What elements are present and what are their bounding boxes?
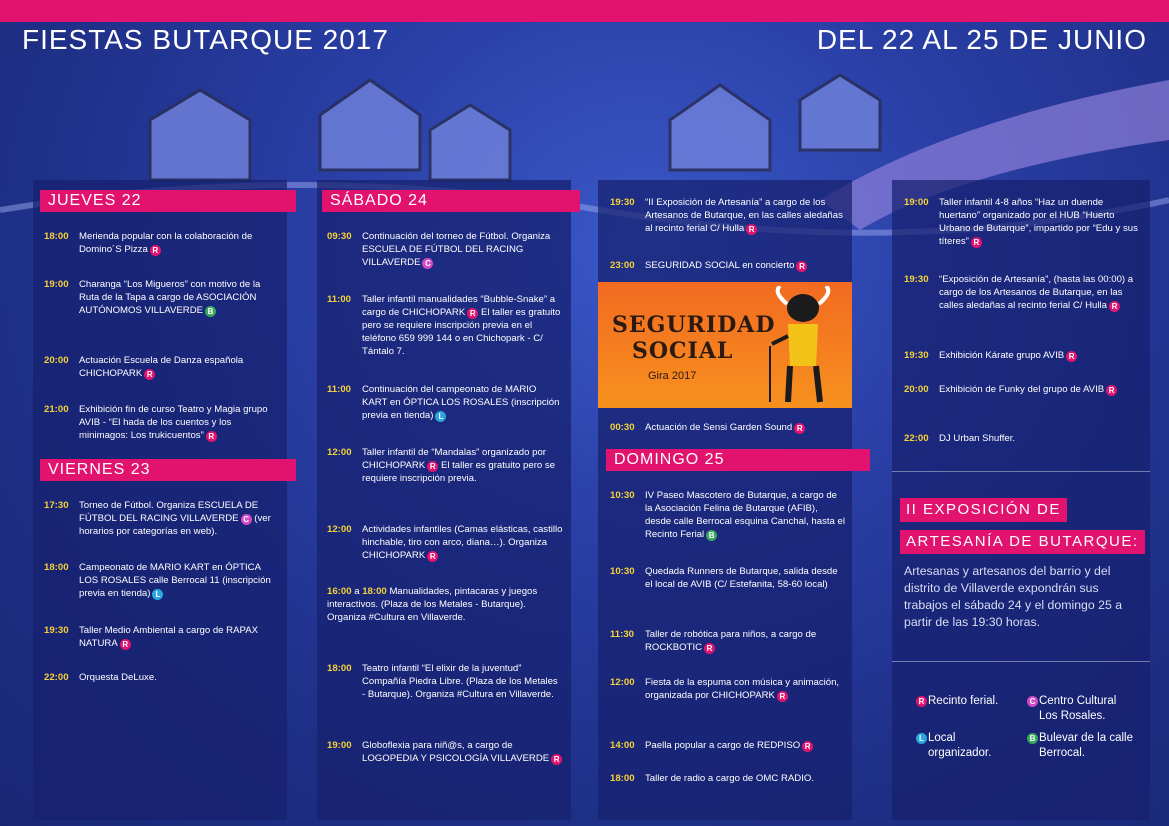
- event-text: Taller Medio Ambiental a cargo de RAPAX NATURA: [79, 625, 258, 649]
- event-time: 19:00: [327, 740, 352, 751]
- venue-badge-r: R: [551, 754, 562, 765]
- event-text: Charanga “Los Migueros” con motivo de la Ruta de la Tapa a cargo de ASOCIACIÓN AUTÓNOMOS VILLAVERDE: [79, 279, 261, 316]
- event-time: 22:00: [904, 433, 929, 444]
- event-item: [610, 565, 846, 591]
- event-time: 18:00: [327, 663, 352, 674]
- event-time: 09:30: [327, 231, 352, 242]
- legend-item-centro-cultural: [1025, 694, 1130, 724]
- event-time: 18:00: [44, 562, 69, 573]
- event-text: SEGURIDAD SOCIAL en concierto: [645, 260, 795, 271]
- event-time: 19:30: [610, 197, 635, 208]
- event-time: 11:00: [327, 294, 352, 305]
- event-text: Taller infantil de “Mandalas” organizado por CHICHOPARK: [362, 447, 546, 471]
- event-item: [44, 278, 280, 317]
- event-item: [904, 349, 1144, 362]
- event-text: “Exposición de Artesanía”, (hasta las 00:00) a cargo de los Artesanos de Butarque, en las calles aledañas al recinto ferial C/ Hulla: [939, 274, 1134, 311]
- day-heading-sabado: SÁBADO 24: [322, 190, 580, 212]
- column-saturday: [317, 180, 571, 820]
- event-item: [327, 230, 563, 269]
- poster-subtitle: Gira 2017: [648, 370, 697, 382]
- venue-badge-r: R: [916, 696, 927, 707]
- venue-badge-r: R: [1066, 351, 1077, 362]
- event-item: [44, 561, 280, 600]
- event-time: 16:00: [327, 586, 352, 597]
- event-time: 19:30: [904, 274, 929, 285]
- event-item: [327, 523, 563, 562]
- event-time: 19:00: [904, 197, 929, 208]
- event-time: 19:30: [44, 625, 69, 636]
- venue-badge-l: L: [152, 589, 163, 600]
- venue-badge-l: L: [435, 411, 446, 422]
- venue-badge-r: R: [120, 639, 131, 650]
- event-note: El taller es gratuito pero se requiere inscripción previa.: [362, 460, 556, 484]
- event-item: [610, 421, 846, 434]
- date-range: DEL 22 AL 25 DE JUNIO: [816, 24, 1147, 55]
- event-item: [44, 671, 280, 684]
- top-accent-bar: [0, 0, 1169, 22]
- event-time: 21:00: [44, 404, 69, 415]
- day-heading-jueves: JUEVES 22: [40, 190, 296, 212]
- venue-badge-r: R: [704, 643, 715, 654]
- event-time: 00:30: [610, 422, 635, 433]
- event-item: [44, 624, 280, 650]
- event-time: 19:30: [904, 350, 929, 361]
- legend-label: Recinto ferial.: [928, 695, 999, 707]
- event-time: 14:00: [610, 740, 635, 751]
- event-note: El taller es gratuito pero se requiere inscripción previa en el teléfono 659 999 144 o en Chichopark - C/ Tántalo 7.: [362, 307, 561, 357]
- venue-badge-c: C: [422, 258, 433, 269]
- event-text: Exhibición fin de curso Teatro y Magia grupo AVIB - “El hada de los cuentos y los minimagos: Los trukicuentos”: [79, 404, 268, 441]
- event-time-end: 18:00: [362, 586, 387, 597]
- venue-badge-r: R: [1109, 301, 1120, 312]
- expo-title-line1: II EXPOSICIÓN DE: [900, 498, 1067, 522]
- legend-label: Centro Cultural Los Rosales.: [1039, 695, 1117, 722]
- event-time: 22:00: [44, 672, 69, 683]
- event-item: [327, 446, 563, 485]
- venue-badge-l: L: [916, 733, 927, 744]
- bull-figure-icon: [758, 286, 848, 404]
- legend-item-local: [914, 731, 1014, 761]
- event-text: Taller infantil 4-8 años “Haz un duende huertano” organizado por el HUB “Huerto Urbano de Butarque”, impartido por “Edu y sus títeres”: [939, 197, 1138, 247]
- event-text: Actuación Escuela de Danza española CHICHOPARK: [79, 355, 244, 379]
- legend-label: Local organizador.: [928, 732, 992, 759]
- event-text: Torneo de Fútbol. Organiza ESCUELA DE FÚTBOL DEL RACING VILLAVERDE: [79, 500, 259, 524]
- day-heading-viernes: VIERNES 23: [40, 459, 296, 481]
- event-time: 10:30: [610, 566, 635, 577]
- day-heading-domingo: DOMINGO 25: [606, 449, 870, 471]
- event-time: 18:00: [44, 231, 69, 242]
- event-item: [610, 259, 846, 272]
- page-title: FIESTAS BUTARQUE 2017: [22, 24, 389, 55]
- venue-badge-r: R: [206, 431, 217, 442]
- event-item: [44, 354, 280, 380]
- expo-description: Artesanas y artesanos del barrio y del distrito de Villaverde expondrán sus trabajos el sábado 24 y el domingo 25 a partir de las 19:30 horas.: [904, 564, 1123, 629]
- venue-badge-c: C: [241, 514, 252, 525]
- event-item: [327, 293, 563, 358]
- event-text: Actuación de Sensi Garden Sound: [645, 422, 793, 433]
- event-text: Fiesta de la espuma con música y animación, organizada por CHICHOPARK: [645, 677, 840, 701]
- event-item: [327, 739, 563, 765]
- venue-badge-r: R: [467, 308, 478, 319]
- event-time: 11:00: [327, 384, 352, 395]
- venue-badge-r: R: [746, 224, 757, 235]
- venue-badge-r: R: [427, 461, 438, 472]
- event-text: Teatro infantil “El elixir de la juventud” Compañía Piedra Libre. (Plaza de los Metales - Butarque). Organiza #Cultura en Villaverde.: [362, 663, 558, 700]
- venue-badge-r: R: [794, 423, 805, 434]
- venue-badge-b: B: [1027, 733, 1038, 744]
- event-text: Quedada Runners de Butarque, salida desde el local de AVIB (C/ Estefanita, 58-60 local): [645, 566, 838, 590]
- event-item: [610, 676, 846, 702]
- event-item: [904, 196, 1144, 248]
- event-text: Continuación del torneo de Fútbol. Organiza ESCUELA DE FÚTBOL DEL RACING VILLAVERDE: [362, 231, 551, 268]
- event-item: [904, 383, 1144, 396]
- event-item: 16:00 a 18:00 Manualidades, pintacaras y juegos interactivos. (Plaza de los Metales - Butarque). Organiza #Cultura en Villaverde.: [327, 586, 538, 623]
- event-item: [44, 403, 280, 442]
- event-text: Actividades infantiles (Camas elásticas, castillo hinchable, tiro con arco, diana…). Organiza CHICHOPARK: [362, 524, 563, 561]
- event-text: DJ Urban Shuffer.: [939, 433, 1016, 444]
- expo-title-line2: ARTESANÍA DE BUTARQUE:: [900, 530, 1145, 554]
- divider: [892, 661, 1150, 662]
- event-text: Exhibición Kárate grupo AVIB: [939, 350, 1065, 361]
- event-text: Campeonato de MARIO KART en ÓPTICA LOS ROSALES calle Berrocal 11 (inscripción previa en tienda): [79, 562, 271, 599]
- event-text: Paella popular a cargo de REDPISO: [645, 740, 801, 751]
- venue-badge-r: R: [971, 237, 982, 248]
- event-item: [327, 383, 563, 422]
- event-item: [610, 489, 846, 541]
- event-text: Orquesta DeLuxe.: [79, 672, 157, 683]
- event-item: [610, 628, 846, 654]
- event-item: [610, 196, 846, 235]
- venue-badge-b: B: [205, 306, 216, 317]
- event-time: 17:30: [44, 500, 69, 511]
- legend-item-bulevar: [1025, 731, 1135, 761]
- event-time: 11:30: [610, 629, 635, 640]
- legend-label: Bulevar de la calle Berrocal.: [1039, 732, 1133, 759]
- event-item: [327, 662, 563, 701]
- venue-badge-r: R: [144, 369, 155, 380]
- venue-badge-r: R: [427, 551, 438, 562]
- event-text: Merienda popular con la colaboración de Domino´S Pizza: [79, 231, 253, 255]
- event-time: 20:00: [904, 384, 929, 395]
- event-time: 10:30: [610, 490, 635, 501]
- event-item: [904, 273, 1144, 312]
- poster-title-line2: SOCIAL: [632, 338, 734, 364]
- event-item: [44, 499, 280, 538]
- venue-badge-c: C: [1027, 696, 1038, 707]
- event-time: 20:00: [44, 355, 69, 366]
- event-time: 12:00: [610, 677, 635, 688]
- event-time: 12:00: [327, 524, 352, 535]
- event-note: (ver horarios por categorías en web).: [79, 513, 271, 537]
- venue-badge-r: R: [150, 245, 161, 256]
- venue-badge-r: R: [796, 261, 807, 272]
- event-time: 19:00: [44, 279, 69, 290]
- event-text: Exhibición de Funky del grupo de AVIB: [939, 384, 1105, 395]
- event-item: [610, 739, 846, 752]
- event-time: 23:00: [610, 260, 635, 271]
- event-text: Globoflexia para niñ@s, a cargo de LOGOPEDIA Y PSICOLOGÍA VILLAVERDE: [362, 740, 550, 764]
- event-text: “II Exposición de Artesanía” a cargo de los Artesanos de Butarque, en las calles aledañas al recinto ferial C/ Hulla: [645, 197, 843, 234]
- event-text: Taller de radio a cargo de OMC RADIO.: [645, 773, 815, 784]
- event-text: IV Paseo Mascotero de Butarque, a cargo de la Asociación Felina de Butarque (AFIB), desde calle Berrocal esquina Canchal, hasta el Recinto Ferial: [645, 490, 845, 540]
- event-text: Manualidades, pintacaras y juegos interactivos. (Plaza de los Metales - Butarque). Organiza #Cultura en Villaverde.: [327, 586, 538, 623]
- venue-badge-r: R: [802, 741, 813, 752]
- venue-badge-b: B: [706, 530, 717, 541]
- legend-item-recinto: [914, 694, 1014, 709]
- divider: [892, 471, 1150, 472]
- event-item: [44, 230, 280, 256]
- event-text: Continuación del campeonato de MARIO KART en ÓPTICA LOS ROSALES (inscripción previa en tienda): [362, 384, 560, 421]
- venue-badge-r: R: [1106, 385, 1117, 396]
- event-time: 12:00: [327, 447, 352, 458]
- venue-badge-r: R: [777, 691, 788, 702]
- event-text: Taller infantil manualidades “Bubble-Snake” a cargo de CHICHOPARK: [362, 294, 556, 318]
- event-item: [904, 432, 1144, 445]
- poster-title-line1: SEGURIDAD: [612, 312, 776, 338]
- concert-poster-image: [598, 282, 852, 408]
- event-time: 18:00: [610, 773, 635, 784]
- event-text: Taller de robótica para niños, a cargo de ROCKBOTIC: [645, 629, 817, 653]
- event-item: [610, 772, 846, 785]
